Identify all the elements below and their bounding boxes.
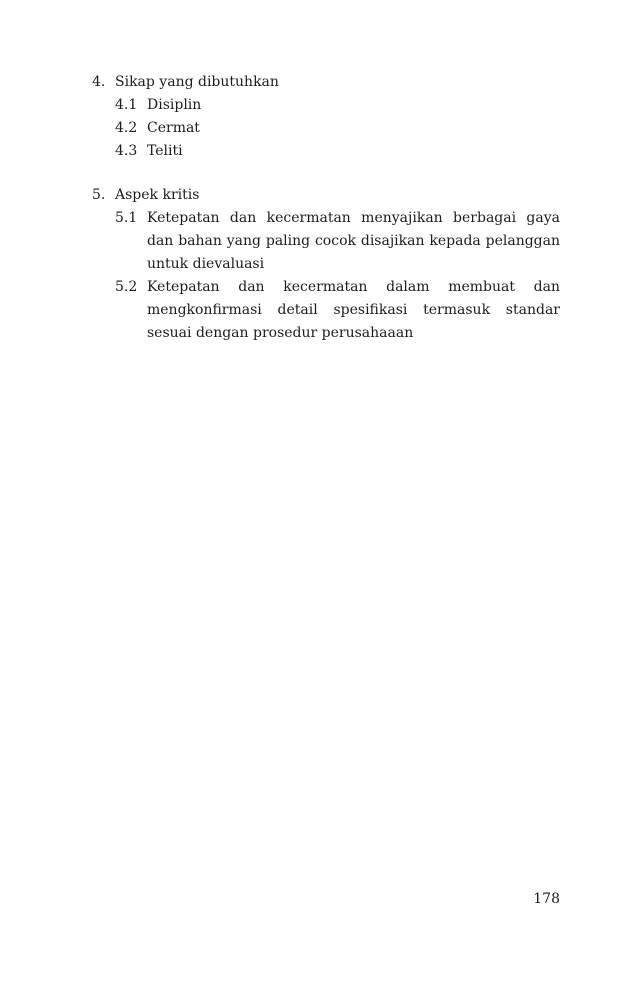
list-item	[115, 276, 560, 345]
section-title: Sikap yang dibutuhkan	[115, 74, 279, 90]
page-number: 178	[533, 891, 560, 907]
list-item-text: Disiplin	[147, 97, 202, 113]
section-sub-items	[115, 207, 560, 345]
list-item-text: Teliti	[147, 143, 183, 159]
section-number: 4.	[92, 74, 106, 90]
list-item	[115, 117, 560, 140]
section-heading	[92, 184, 560, 207]
section-aspek-kritis	[92, 184, 560, 345]
list-item	[115, 94, 560, 117]
list-item-number: 4.3	[115, 143, 138, 159]
list-item	[115, 140, 560, 163]
list-item-number: 5.1	[115, 210, 138, 226]
list-item-text: Ketepatan dan kecermatan menyajikan berbagai gaya dan bahan yang paling cocok disajikan kepada pelanggan untuk dievaluasi	[147, 210, 560, 272]
section-title: Aspek kritis	[115, 187, 200, 203]
document-content	[92, 71, 560, 345]
section-number: 5.	[92, 187, 106, 203]
list-item-number: 4.2	[115, 120, 138, 136]
section-heading	[92, 71, 560, 94]
list-item-text: Ketepatan dan kecermatan dalam membuat dan mengkonfirmasi detail spesifikasi termasuk standar sesuai dengan prosedur perusahaaan	[147, 279, 560, 341]
section-sikap	[92, 71, 560, 163]
list-item-text: Cermat	[147, 120, 200, 136]
list-item	[115, 207, 560, 276]
section-sub-items	[115, 94, 560, 163]
list-item-number: 4.1	[115, 97, 138, 113]
list-item-number: 5.2	[115, 279, 138, 295]
